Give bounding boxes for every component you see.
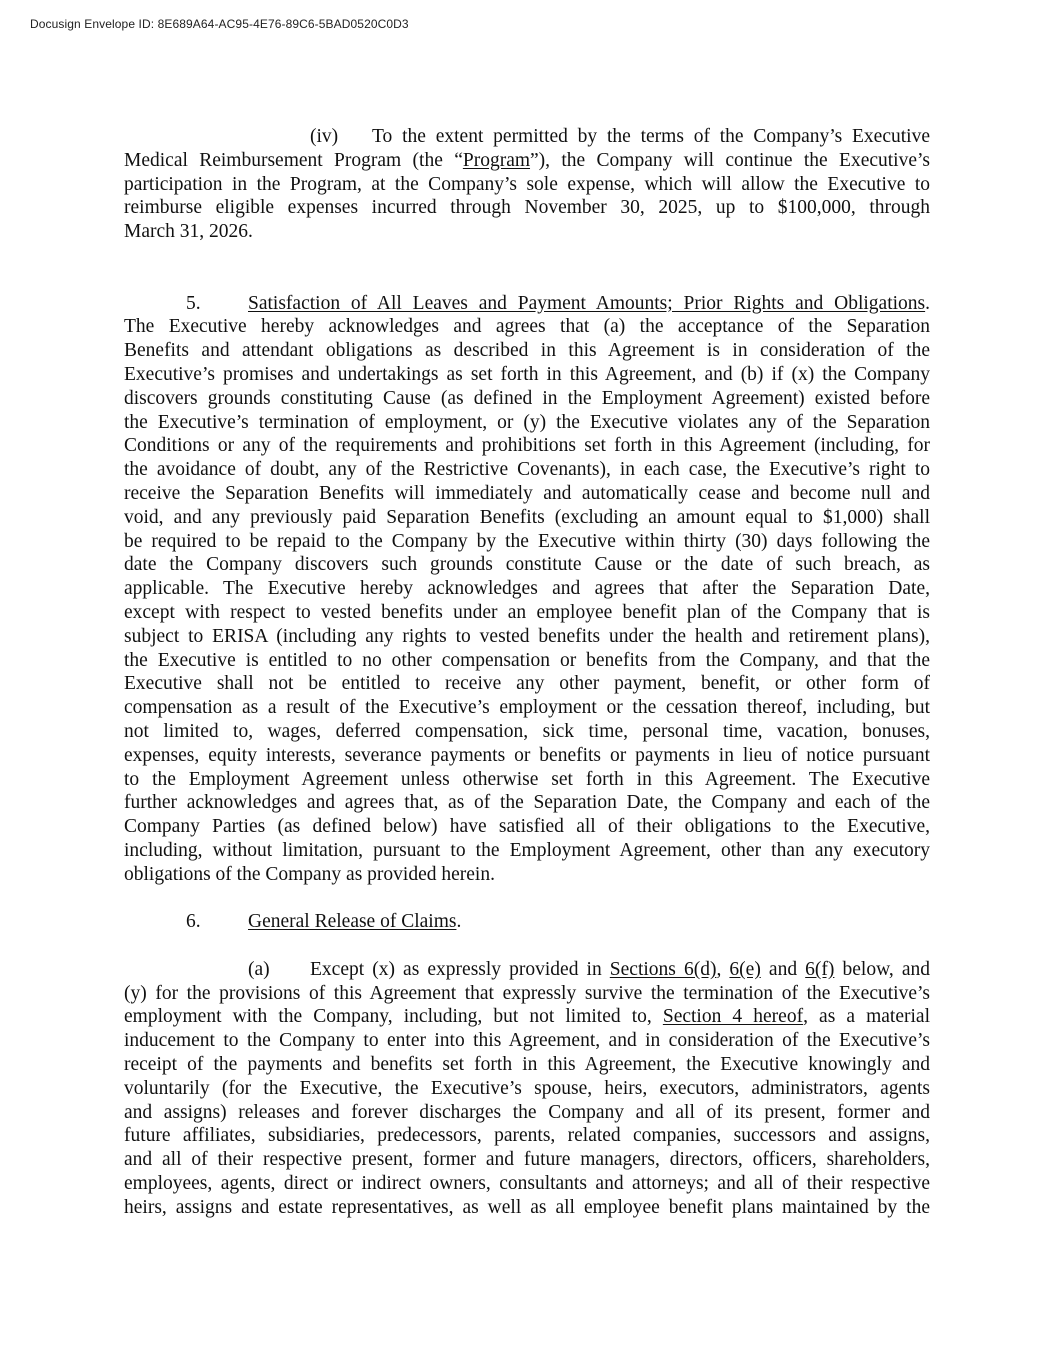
paragraph-line: Benefits and attendant obligations as described in this Agreement is in consideration of the [124, 340, 930, 362]
paragraph-line: be required to be repaid to the Company by the Executive within thirty (30) days following the [124, 530, 930, 552]
paragraph-line: receipt of the payments and benefits set forth in this Agreement, the Executive knowingly and [124, 1054, 930, 1076]
section-6a-lines [124, 1029, 930, 1219]
paragraph-line: The Executive hereby acknowledges and agrees that (a) the acceptance of the Separation [124, 316, 930, 338]
paragraph-line: and assigns) releases and forever discharges the Company and all of its present, former and [124, 1101, 930, 1123]
paragraph-line: the Executive is entitled to no other compensation or benefits from the Company, and that the [124, 649, 930, 671]
paragraph-line: the Executive’s termination of employment, or (y) the Executive violates any of the Separation [124, 411, 930, 433]
paragraph-line: discovers grounds constituting Cause (as defined in the Employment Agreement) existed before [124, 387, 930, 409]
paragraph-line: employees, agents, direct or indirect owners, consultants and attorneys; and all of their respective [124, 1173, 930, 1195]
paragraph-line: Company Parties (as defined below) have satisfied all of their obligations to the Executive, [124, 816, 930, 838]
section-reference: 6(f) [805, 958, 835, 980]
paragraph-line: and all of their respective present, former and future managers, directors, officers, shareholders, [124, 1149, 930, 1171]
paragraph-line: (a) Except (x) as expressly provided in Sections 6(d), 6(e) and 6(f) below, and [248, 958, 931, 980]
paragraph-line: to the Employment Agreement unless otherwise set forth in this Agreement. The Executive [124, 768, 930, 790]
paragraph-line: applicable. The Executive hereby acknowledges and agrees that after the Separation Date, [124, 578, 930, 600]
section-6 [124, 910, 930, 934]
paragraph-line: expenses, equity interests, severance payments or benefits or payments in lieu of notice pursuant [124, 744, 930, 766]
paragraph-line: (y) for the provisions of this Agreement that expressly survive the termination of the Executive’s [124, 982, 930, 1004]
paragraph-line: date the Company discovers such grounds constitute Cause or the date of such breach, as [124, 554, 930, 576]
section-reference: Sections 6(d) [609, 958, 717, 980]
section-heading: General Release of Claims [248, 911, 457, 933]
paragraph-line: voluntarily (for the Executive, the Executive’s spouse, heirs, executors, administrators, agents [124, 1077, 930, 1099]
paragraph-line: (iv) To the extent permitted by the terms of the Company’s Executive [310, 126, 930, 147]
paragraph-line: reimburse eligible expenses incurred through November 30, 2025, up to $100,000, through [124, 197, 930, 219]
paragraph-line: future affiliates, subsidiaries, predecessors, parents, related companies, successors and assigns, [124, 1125, 930, 1147]
docusign-envelope-id: Docusign Envelope ID: 8E689A64-AC95-4E76-89C6-5BAD0520C0D3 [30, 17, 409, 31]
section-number: 6. [186, 911, 201, 933]
program-term: Program [462, 149, 531, 171]
paragraph-line: Executive’s promises and undertakings as set forth in this Agreement, and (b) if (x) the Company [124, 363, 930, 385]
paragraph-line: March 31, 2026. [124, 221, 253, 243]
section-reference: 6(e) [729, 958, 761, 980]
paragraph-line: inducement to the Company to enter into this Agreement, and in consideration of the Executive’s [124, 1030, 930, 1052]
paragraph-line: void, and any previously paid Separation Benefits (excluding an amount equal to $1,000) shall [124, 506, 930, 528]
paragraph-line: except with respect to vested benefits under an employee benefit plan of the Company that is [124, 601, 930, 623]
section-reference: Section 4 hereof [662, 1006, 804, 1028]
section-5 [124, 292, 930, 887]
section-heading: Satisfaction of All Leaves and Payment Amounts; Prior Rights and Obligations [248, 292, 926, 314]
paragraph-line: the avoidance of doubt, any of the Restrictive Covenants), in each case, the Executive’s right to [124, 459, 930, 481]
section-heading-line: 6. General Release of Claims. [186, 911, 462, 933]
section-5-lines [124, 315, 930, 886]
item-number: (iv) [310, 126, 339, 147]
section-6a [124, 958, 930, 1220]
paragraph-line: participation in the Program, at the Company’s sole expense, which will allow the Executive to [124, 173, 930, 195]
subsection-number: (a) [248, 958, 270, 980]
paragraph-line: subject to ERISA (including any rights to vested benefits under the health and retirement plans), [124, 625, 930, 647]
paragraph-line: Executive shall not be entitled to receive any other payment, benefit, or other form of [124, 673, 930, 695]
paragraph-line: Conditions or any of the requirements and prohibitions set forth in this Agreement (including, for [124, 435, 930, 457]
paragraph-line: receive the Separation Benefits will immediately and automatically cease and become null and [124, 482, 930, 504]
section-number: 5. [186, 292, 201, 314]
paragraph-line: including, without limitation, pursuant to the Employment Agreement, other than any executory [124, 839, 930, 861]
paragraph-line: further acknowledges and agrees that, as of the Separation Date, the Company and each of the [124, 792, 930, 814]
paragraph-line: obligations of the Company as provided herein. [124, 863, 495, 885]
paragraph-line: compensation as a result of the Executive’s employment or the cessation thereof, including, but [124, 697, 930, 719]
paragraph-line: employment with the Company, including, but not limited to, Section 4 hereof, as a material [124, 1006, 930, 1028]
paragraph-line: Medical Reimbursement Program (the “Program”), the Company will continue the Executive’s [124, 149, 930, 171]
paragraph-line: heirs, assigns and estate representatives, as well as all employee benefit plans maintained by the [124, 1196, 930, 1218]
paragraph-line: not limited to, wages, deferred compensation, sick time, personal time, vacation, bonuses, [124, 720, 930, 742]
document-body [124, 125, 930, 1220]
paragraph-iv [124, 125, 930, 244]
section-heading-line: 5. Satisfaction of All Leaves and Payment Amounts; Prior Rights and Obligations. [186, 292, 930, 314]
